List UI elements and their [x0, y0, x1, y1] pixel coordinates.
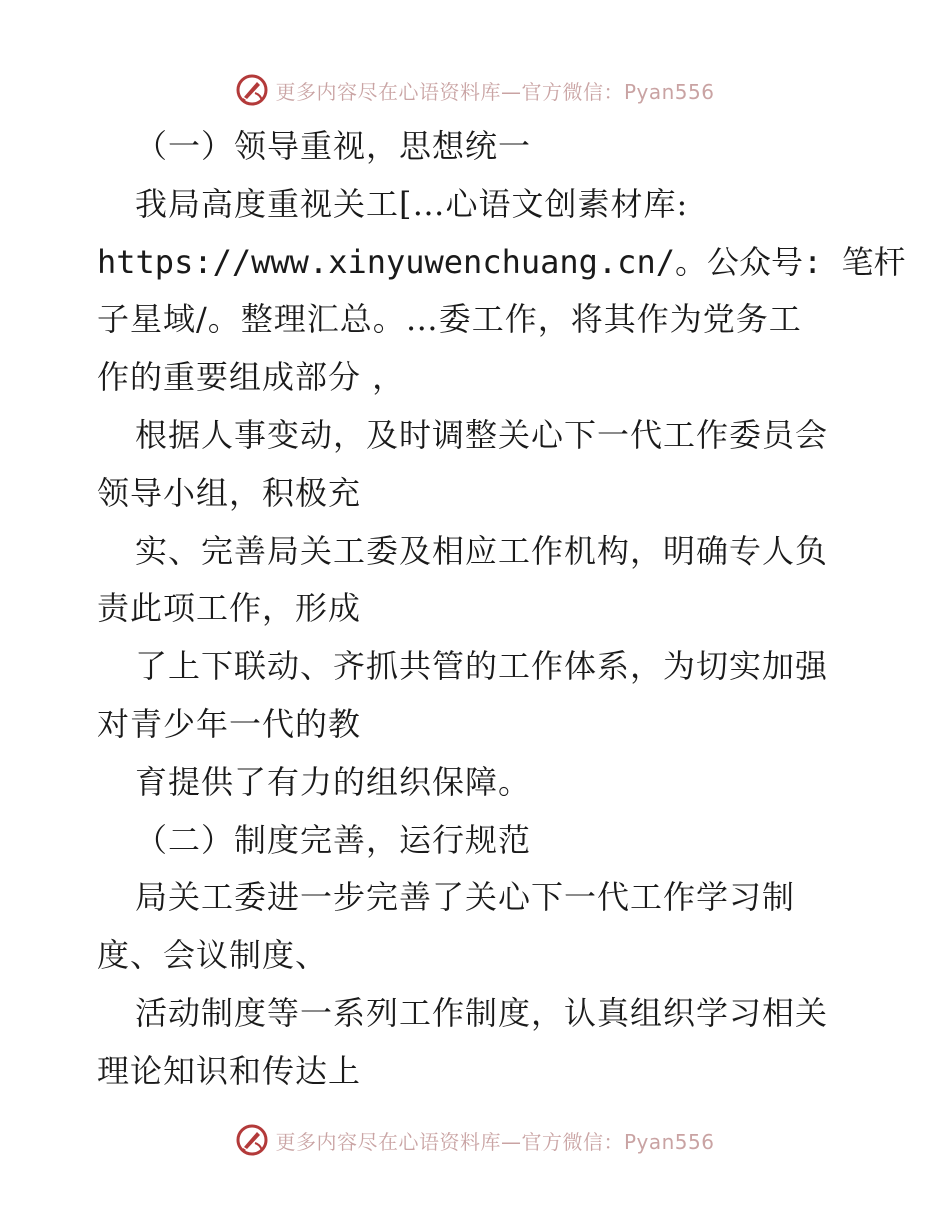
text-line: 局关工委进一步完善了关心下一代工作学习制	[135, 878, 796, 917]
text-line: 我局高度重视关工[…心语文创素材库:	[135, 184, 689, 223]
text-line: 责此项工作，形成	[97, 589, 362, 628]
text-line: 根据人事变动，及时调整关心下一代工作委员会	[135, 415, 829, 454]
text-line: 实、完善局关工委及相应工作机构，明确专人负	[135, 531, 829, 570]
header-watermark	[0, 70, 950, 110]
text-line: 活动制度等一系列工作制度，认真组织学习相关	[135, 993, 829, 1032]
footer-watermark	[0, 1120, 950, 1160]
document-body	[97, 118, 906, 1101]
watermark-text: 更多内容尽在心语资料库—官方微信：Pyan556	[275, 79, 715, 104]
text-line: 了上下联动、齐抓共管的工作体系，为切实加强	[135, 647, 829, 686]
brush-logo-icon	[235, 73, 269, 107]
text-line: 领导小组，积极充	[97, 473, 362, 512]
text-line: 作的重要组成部分 ，	[97, 358, 406, 397]
watermark-text: 更多内容尽在心语资料库—官方微信：Pyan556	[275, 1129, 715, 1154]
text-line: https://www.xinyuwenchuang.cn/。公众号: 笔杆	[97, 242, 906, 281]
text-line: 理论知识和传达上	[97, 1051, 362, 1090]
text-line: 子星域/。整理汇总。…委工作，将其作为党务工	[97, 300, 802, 339]
text-line: 育提供了有力的组织保障。	[135, 762, 532, 801]
text-line: 对青少年一代的教	[97, 704, 362, 743]
text-line: 度、会议制度、	[97, 936, 329, 975]
text-line: （一）领导重视，思想统一	[135, 127, 532, 165]
brush-logo-icon	[235, 1123, 269, 1157]
section-heading: （二）制度完善，运行规范	[135, 820, 532, 859]
